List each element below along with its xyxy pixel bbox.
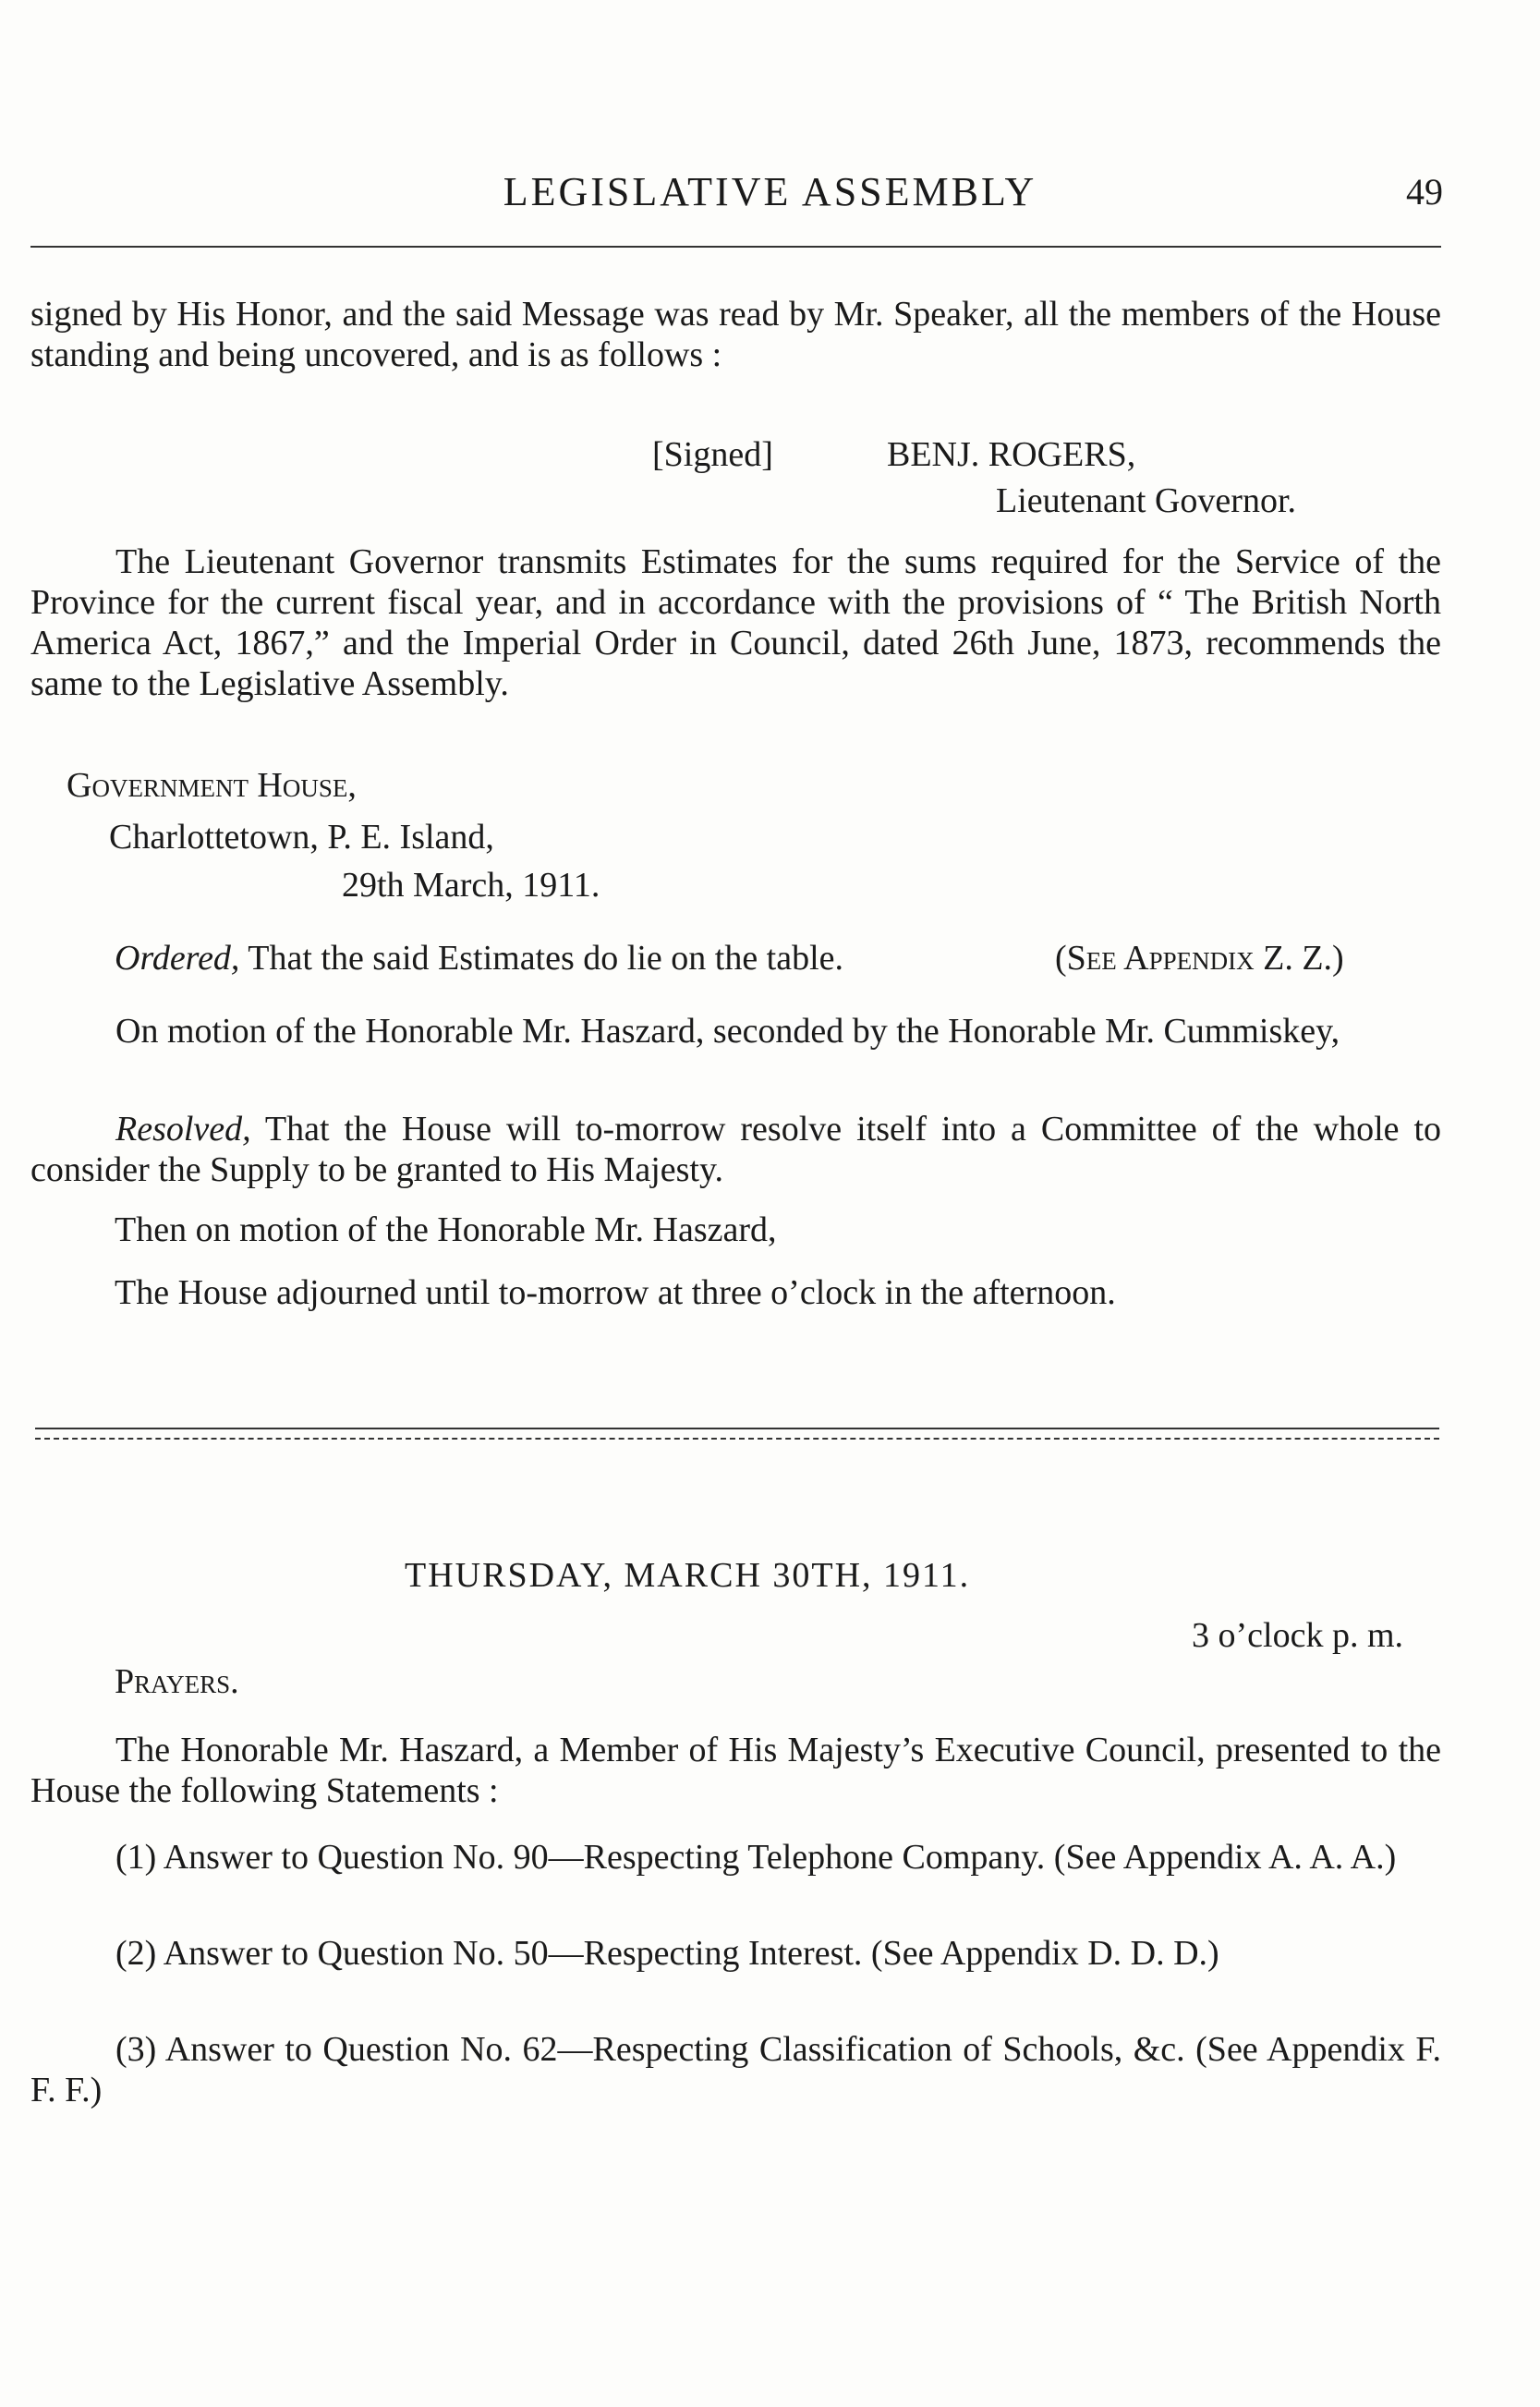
opening-paragraph: signed by His Honor, and the said Message was read by Mr. Speaker, all the members of the House standing and being uncovered, and is as follows : xyxy=(30,295,1441,374)
running-header-title: LEGISLATIVE ASSEMBLY xyxy=(503,169,1037,214)
statement-item: (1) Answer to Question No. 90—Respecting Telephone Company. (See Appendix A. A. A.) xyxy=(115,1838,1397,1877)
ordered-text: That the said Estimates do lie on the table. xyxy=(239,939,844,978)
then-motion-line: Then on motion of the Honorable Mr. Haszard, xyxy=(115,1210,777,1249)
resolved-paragraph xyxy=(30,1109,1441,1190)
dateline-date: 29th March, 1911. xyxy=(342,866,600,905)
signed-label: [Signed] xyxy=(652,435,773,474)
signatory-name: BENJ. ROGERS, xyxy=(887,435,1136,474)
header-rule xyxy=(30,246,1441,248)
prayers-line: Prayers. xyxy=(115,1662,239,1701)
ordered-reference: (See Appendix Z. Z.) xyxy=(1055,939,1344,978)
section-rule-top xyxy=(35,1428,1439,1429)
dateline-town: Charlottetown, P. E. Island, xyxy=(109,818,494,857)
dateline-place: Government House, xyxy=(67,766,357,805)
ordered-lead: Ordered, xyxy=(115,939,240,978)
session-time: 3 o’clock p. m. xyxy=(1192,1616,1404,1655)
signatory-title: Lieutenant Governor. xyxy=(996,481,1297,520)
statement-item: (3) Answer to Question No. 62—Respecting Classification of Schools, &c. (See Appendix F. F. F.) xyxy=(30,2030,1441,2109)
message-paragraph: The Lieutenant Governor transmits Estimates for the sums required for the Service of the Province for the current fiscal year, and in accordance with the provisions of “ The British North America Act, 1867,” and the Imperial Order in Council, dated 26th June, 1873, recommends the same to the Legislative Assembly. xyxy=(30,542,1441,703)
page-number: 49 xyxy=(1406,171,1443,213)
section-rule-bottom xyxy=(35,1438,1439,1440)
motion-paragraph: On motion of the Honorable Mr. Haszard, seconded by the Honorable Mr. Cummiskey, xyxy=(115,1012,1340,1051)
adjourned-line: The House adjourned until to-morrow at three o’clock in the afternoon. xyxy=(115,1273,1116,1312)
resolved-text: That the House will to-morrow resolve itself into a Committee of the whole to consider the Supply to be granted to His Majesty. xyxy=(30,1110,1441,1189)
statements-intro: The Honorable Mr. Haszard, a Member of His Majesty’s Executive Council, presented to the House the following Statements : xyxy=(30,1731,1441,1810)
session-heading: THURSDAY, MARCH 30TH, 1911. xyxy=(405,1556,971,1595)
resolved-lead: Resolved, xyxy=(115,1110,251,1149)
statement-item: (2) Answer to Question No. 50—Respecting Interest. (See Appendix D. D. D.) xyxy=(115,1934,1219,1973)
ordered-paragraph xyxy=(115,938,843,979)
